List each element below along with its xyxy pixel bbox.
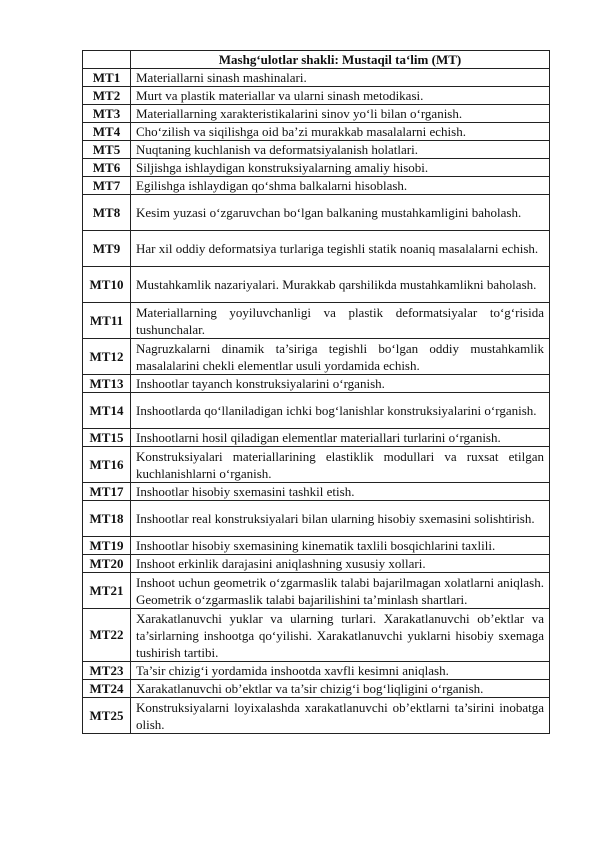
table-row xyxy=(83,483,550,501)
row-description: Inshootlar tayanch konstruksiyalarini o‘rganish. xyxy=(131,375,550,393)
table-row xyxy=(83,123,550,141)
row-description: Materiallarning yoyiluvchanligi va plastik deformatsiyalar to‘g‘risida tushunchalar. xyxy=(131,303,550,339)
document-page xyxy=(82,50,550,734)
row-description: Egilishga ishlaydigan qo‘shma balkalarni hisoblash. xyxy=(131,177,550,195)
row-code: MT7 xyxy=(83,177,131,195)
row-code: MT4 xyxy=(83,123,131,141)
row-code: MT10 xyxy=(83,267,131,303)
row-description: Inshootlar real konstruksiyalari bilan ularning hisobiy sxemasini solishtirish. xyxy=(131,501,550,537)
row-code: MT2 xyxy=(83,87,131,105)
row-description: Inshootlar hisobiy sxemasini tashkil etish. xyxy=(131,483,550,501)
table-row xyxy=(83,105,550,123)
row-code: MT21 xyxy=(83,573,131,609)
row-description: Inshootlar hisobiy sxemasining kinematik taxlili bosqichlarini taxlili. xyxy=(131,537,550,555)
table-row xyxy=(83,555,550,573)
row-code: MT25 xyxy=(83,698,131,734)
row-code: MT15 xyxy=(83,429,131,447)
independent-study-table xyxy=(82,50,550,734)
table-row xyxy=(83,609,550,662)
table-row xyxy=(83,159,550,177)
row-description: Nuqtaning kuchlanish va deformatsiyalanish holatlari. xyxy=(131,141,550,159)
table-title: Mashg‘ulotlar shakli: Mustaqil ta‘lim (MT) xyxy=(131,51,550,69)
row-description: Har xil oddiy deformatsiya turlariga tegishli statik noaniq masalalarni echish. xyxy=(131,231,550,267)
row-code: MT18 xyxy=(83,501,131,537)
row-code: MT8 xyxy=(83,195,131,231)
row-description: Materiallarning xarakteristikalarini sinov yo‘li bilan o‘rganish. xyxy=(131,105,550,123)
row-code: MT16 xyxy=(83,447,131,483)
table-row xyxy=(83,393,550,429)
table-header-row xyxy=(83,51,550,69)
row-description: Inshoot erkinlik darajasini aniqlashning xususiy xollari. xyxy=(131,555,550,573)
table-row xyxy=(83,375,550,393)
row-code: MT23 xyxy=(83,662,131,680)
table-row xyxy=(83,303,550,339)
row-code: MT24 xyxy=(83,680,131,698)
row-description: Inshoot uchun geometrik o‘zgarmaslik talabi bajarilmagan xolatlarni aniqlash. Geometrik o‘zgarmaslik talabi bajarilishini ta’minlash shartlari. xyxy=(131,573,550,609)
row-code: MT5 xyxy=(83,141,131,159)
table-row xyxy=(83,267,550,303)
table-row xyxy=(83,177,550,195)
row-description: Mustahkamlik nazariyalari. Murakkab qarshilikda mustahkamlikni baholash. xyxy=(131,267,550,303)
row-code: MT22 xyxy=(83,609,131,662)
row-code: MT11 xyxy=(83,303,131,339)
table-row xyxy=(83,231,550,267)
row-description: Ta’sir chizig‘i yordamida inshootda xavfli kesimni aniqlash. xyxy=(131,662,550,680)
table-row xyxy=(83,141,550,159)
row-description: Inshootlarni hosil qiladigan elementlar materiallari turlarini o‘rganish. xyxy=(131,429,550,447)
row-code: MT20 xyxy=(83,555,131,573)
row-code: MT9 xyxy=(83,231,131,267)
row-description: Konstruksiyalari materiallarining elastiklik modullari va ruxsat etilgan kuchlanishlarni o‘rganish. xyxy=(131,447,550,483)
row-code: MT19 xyxy=(83,537,131,555)
table-row xyxy=(83,573,550,609)
row-code: MT1 xyxy=(83,69,131,87)
row-description: Xarakatlanuvchi yuklar va ularning turlari. Xarakatlanuvchi ob’ektlar va ta’sirlarning inshootga qo‘yilishi. Xarakatlanuvchi yuklarni hisobiy sxemaga tushirish tartibi. xyxy=(131,609,550,662)
row-description: Materiallarni sinash mashinalari. xyxy=(131,69,550,87)
table-row xyxy=(83,501,550,537)
row-description: Murt va plastik materiallar va ularni sinash metodikasi. xyxy=(131,87,550,105)
table-row xyxy=(83,339,550,375)
row-description: Kesim yuzasi o‘zgaruvchan bo‘lgan balkaning mustahkamligini baholash. xyxy=(131,195,550,231)
table-row xyxy=(83,537,550,555)
row-description: Xarakatlanuvchi ob’ektlar va ta’sir chizig‘i bog‘liqligini o‘rganish. xyxy=(131,680,550,698)
row-description: Siljishga ishlaydigan konstruksiyalarning amaliy hisobi. xyxy=(131,159,550,177)
row-description: Inshootlarda qo‘llaniladigan ichki bog‘lanishlar konstruksiyalarini o‘rganish. xyxy=(131,393,550,429)
table-row xyxy=(83,698,550,734)
table-row xyxy=(83,680,550,698)
table-row xyxy=(83,87,550,105)
row-code: MT17 xyxy=(83,483,131,501)
row-code: MT3 xyxy=(83,105,131,123)
row-code: MT12 xyxy=(83,339,131,375)
table-row xyxy=(83,447,550,483)
table-row xyxy=(83,429,550,447)
row-code: MT6 xyxy=(83,159,131,177)
row-description: Nagruzkalarni dinamik ta’siriga tegishli bo‘lgan oddiy mustahkamlik masalalarini chekli elementlar usuli yordamida echish. xyxy=(131,339,550,375)
table-row xyxy=(83,69,550,87)
row-code: MT13 xyxy=(83,375,131,393)
table-row xyxy=(83,662,550,680)
row-description: Cho‘zilish va siqilishga oid ba’zi murakkab masalalarni echish. xyxy=(131,123,550,141)
table-row xyxy=(83,195,550,231)
row-code: MT14 xyxy=(83,393,131,429)
row-description: Konstruksiyalarni loyixalashda xarakatlanuvchi ob’ektlarni ta’sirini inobatga olish. xyxy=(131,698,550,734)
